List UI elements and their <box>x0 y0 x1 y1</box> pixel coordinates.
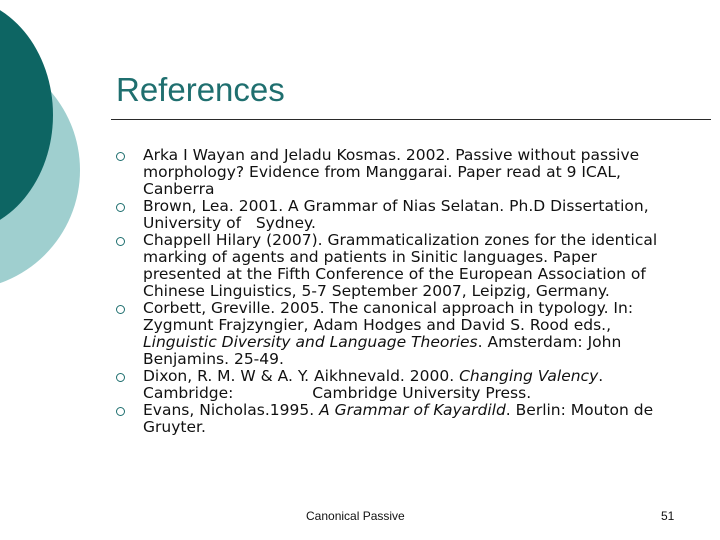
reference-item <box>116 402 676 436</box>
reference-item <box>116 368 676 402</box>
reference-item <box>116 198 676 232</box>
hollow-circle-bullet-icon <box>116 305 125 314</box>
page-number: 51 <box>661 509 675 523</box>
light-teal-circle <box>0 50 80 290</box>
title-divider <box>111 119 711 120</box>
references-list <box>116 147 676 436</box>
reference-text-end: . Amsterdam: John Benjamins. 25-49. <box>143 333 622 368</box>
reference-book-title: Changing Valency <box>459 367 599 385</box>
footer-text: Canonical Passive <box>306 509 405 523</box>
hollow-circle-bullet-icon <box>116 237 125 246</box>
reference-text-end: . Berlin: Mouton de Gruyter. <box>143 401 654 436</box>
teal-circles-decoration <box>0 0 120 300</box>
hollow-circle-bullet-icon <box>116 203 125 212</box>
reference-text-start: Evans, Nicholas.1995. <box>143 401 320 419</box>
hollow-circle-bullet-icon <box>116 407 125 416</box>
reference-text: Chappell Hilary (2007). Grammaticalization zones for the identical marking of agents and patients in Sinitic languages. Paper presented at the Fifth Conference of the European Association of Chinese Linguistics, 5-7 September 2007, Leipzig, Germany. <box>143 231 658 300</box>
hollow-circle-bullet-icon <box>116 152 125 161</box>
reference-item <box>116 147 676 198</box>
reference-text-end: . Cambridge: Cambridge University Press. <box>143 367 609 402</box>
reference-book-title: A Grammar of Kayardild <box>319 401 506 419</box>
hollow-circle-bullet-icon <box>116 373 125 382</box>
slide-title: References <box>116 71 285 108</box>
reference-text-start: Corbett, Greville. 2005. The canonical approach in typology. In: Zygmunt Frajzyngier, Adam Hodges and David S. Rood eds., <box>143 299 634 334</box>
reference-text: Brown, Lea. 2001. A Grammar of Nias Selatan. Ph.D Dissertation, University of Sydney. <box>143 197 654 232</box>
reference-item <box>116 232 676 300</box>
reference-text-start: Dixon, R. M. W & A. Y. Aikhnevald. 2000. <box>143 367 460 385</box>
reference-text: Arka I Wayan and Jeladu Kosmas. 2002. Passive without passive morphology? Evidence from Manggarai. Paper read at 9 ICAL, Canberra <box>143 146 640 198</box>
reference-book-title: Linguistic Diversity and Language Theories <box>143 333 478 351</box>
dark-teal-circle <box>0 0 53 233</box>
reference-item <box>116 300 676 368</box>
